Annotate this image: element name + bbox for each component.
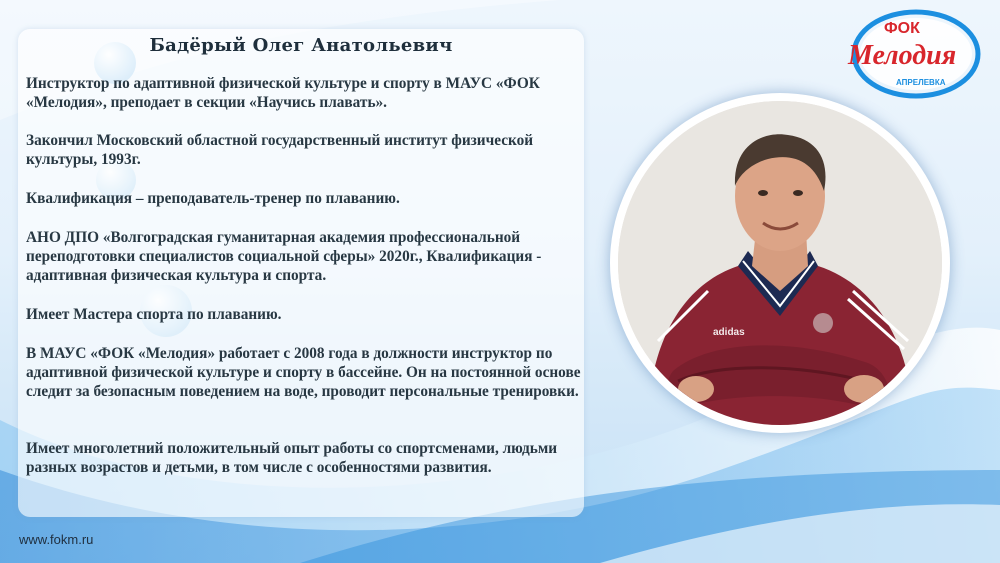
portrait-photo [618, 101, 942, 425]
website-link[interactable]: www.fokm.ru [19, 532, 94, 547]
bio-paragraph: Инструктор по адаптивной физической культуре и спорту в МАУС «ФОК «Мелодия», преподает в секции «Научись плавать». [26, 75, 540, 111]
logo-main-text: Мелодия [848, 40, 957, 71]
person-illustration [618, 101, 942, 425]
bio-paragraph: Имеет многолетний положительный опыт работы со спортсменами, людьми разных возрастов и детьми, в том числе с особенностями развития. [26, 440, 558, 476]
logo-top-text: ФОК [884, 20, 920, 37]
bio-paragraph: Закончил Московский областной государственный институт физической культуры, 1993г. [26, 132, 534, 168]
logo-bottom-text: АПРЕЛЕВКА [896, 78, 946, 87]
bio-paragraph: В МАУС «ФОК «Мелодия» работает с 2008 года в должности инструктор по адаптивной физической культуре и спорту в бассейне. Он на постоянной основе следит за безопасным поведением на воде, проводит персональные тренировки. [26, 345, 581, 400]
bio-paragraph: АНО ДПО «Волгоградская гуманитарная академия профессиональной переподготовки специалистов социальной сферы» 2020г., Квалификация - адаптивная физическая культура и спорта. [26, 229, 542, 284]
bio-paragraph: Имеет Мастера спорта по плаванию. [26, 306, 282, 323]
bio-panel [18, 29, 584, 517]
bio-paragraph: Квалификация – преподаватель-тренер по плаванию. [26, 190, 400, 207]
jacket-logo-text: adidas [713, 327, 745, 338]
person-name: Бадёрый Олег Анатольевич [149, 35, 453, 56]
fok-melodia-logo [840, 8, 992, 100]
portrait-frame [610, 93, 950, 433]
